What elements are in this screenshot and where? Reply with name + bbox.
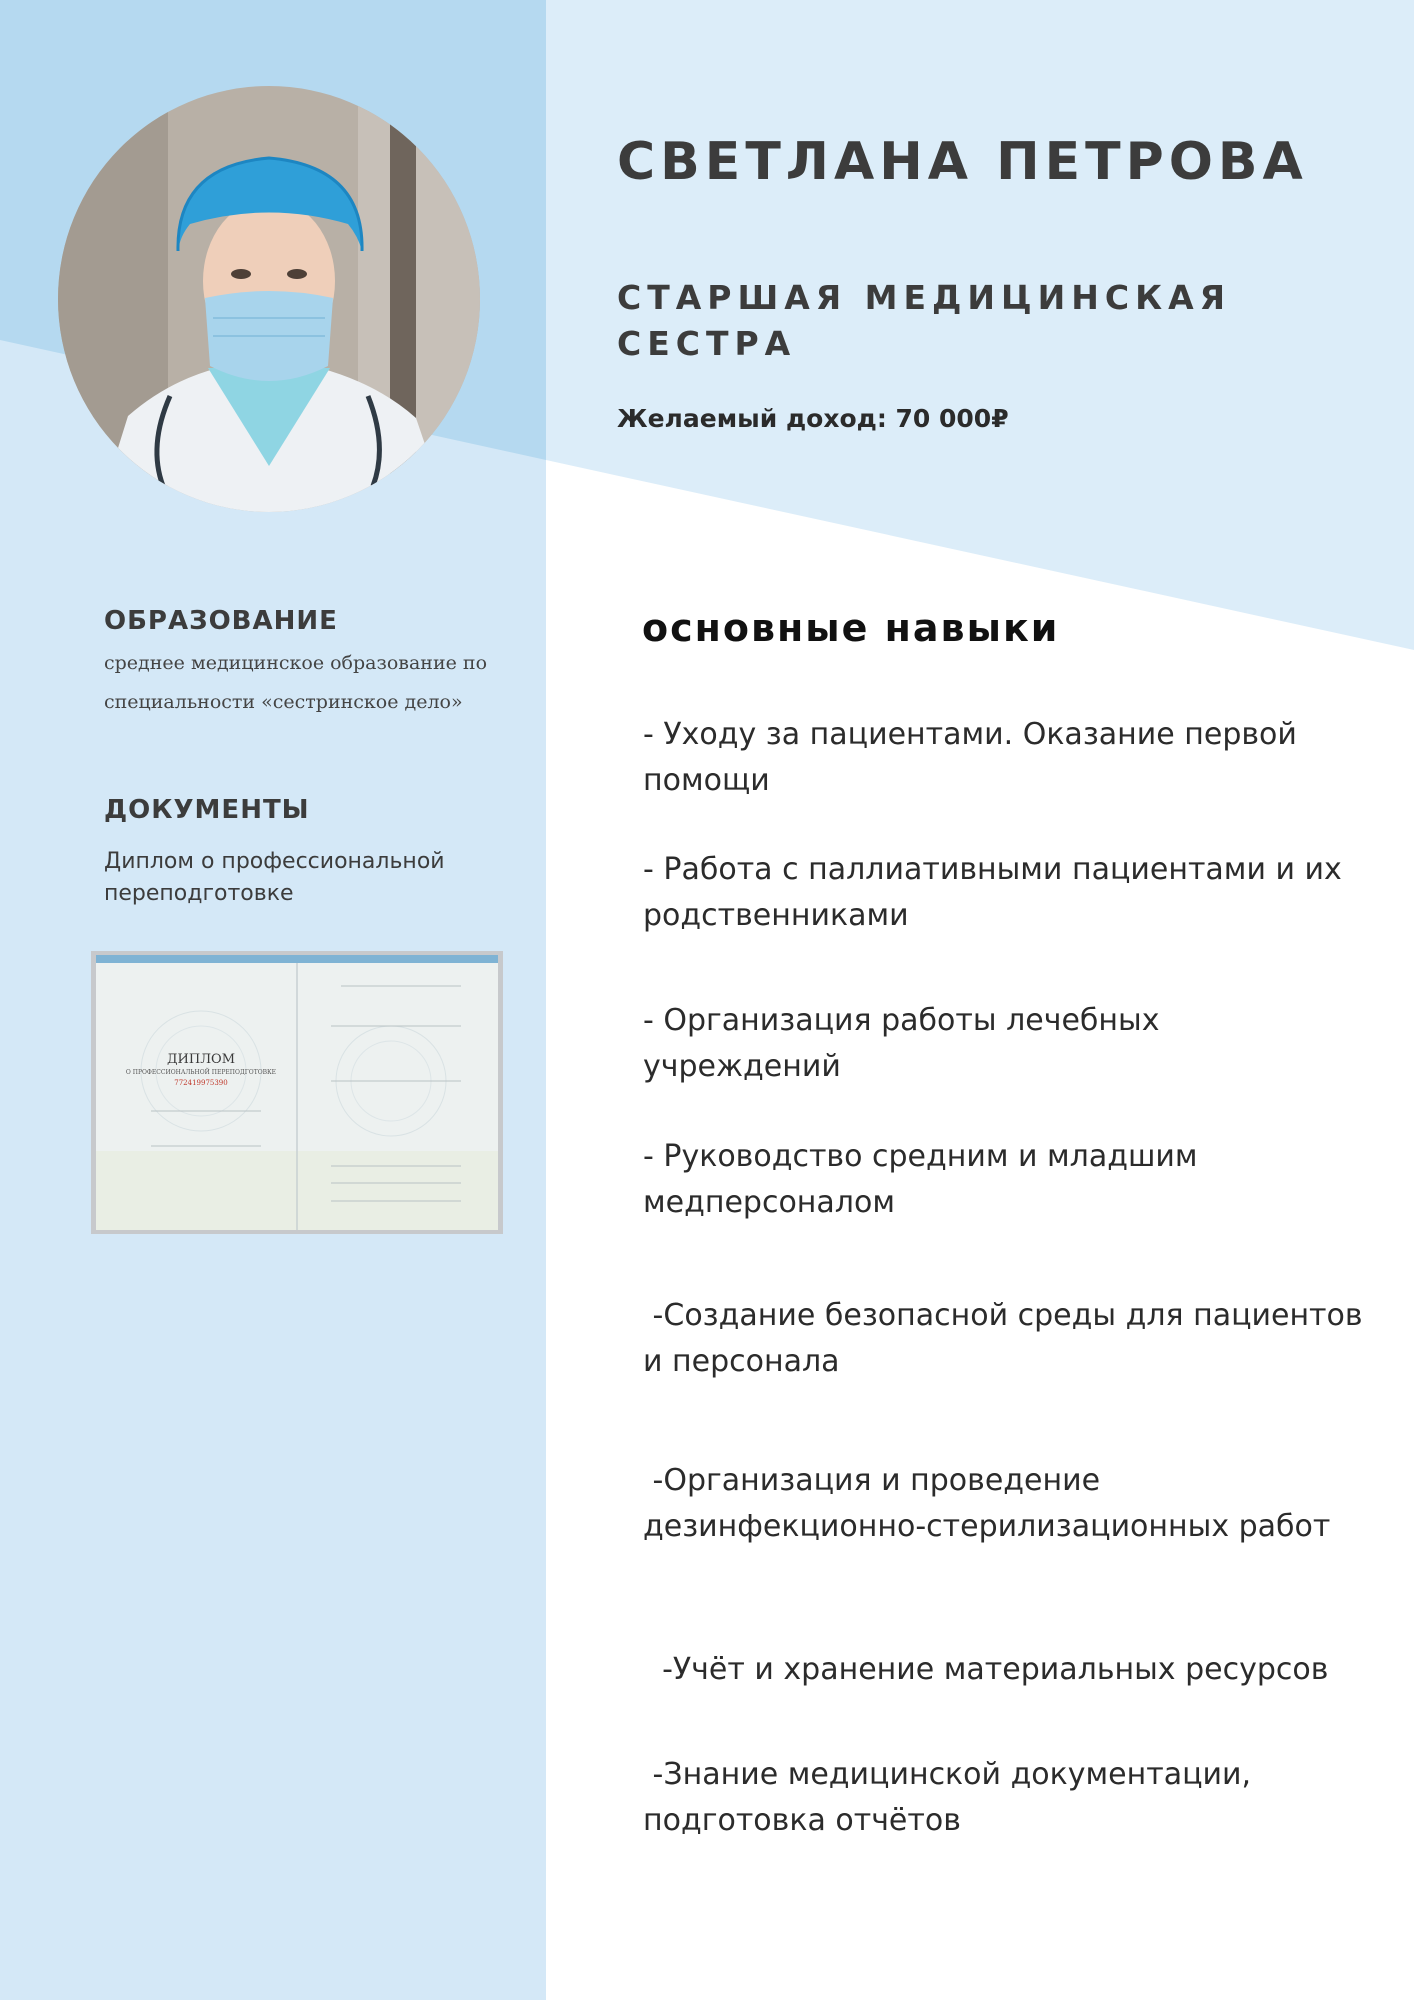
documents-heading: ДОКУМЕНТЫ: [104, 795, 310, 825]
skill-item: -Учёт и хранение материальных ресурсов: [643, 1652, 1329, 1687]
diploma-number: 772419975390: [174, 1079, 228, 1087]
diploma-title: ДИПЛОМ: [166, 1052, 236, 1067]
desired-salary: Желаемый доход: 70 000₽: [617, 404, 1009, 433]
diploma-subtitle: О ПРОФЕССИОНАЛЬНОЙ ПЕРЕПОДГОТОВКЕ: [125, 1069, 277, 1076]
skills-heading: основные навыки: [642, 606, 1060, 650]
education-heading: ОБРАЗОВАНИЕ: [104, 606, 338, 636]
skill-item: -Создание безопасной среды для пациентов и персонала: [643, 1298, 1373, 1379]
diploma-image: [91, 951, 503, 1234]
skill-item: - Организация работы лечебных учреждений: [643, 1003, 1170, 1084]
profile-photo: [58, 86, 480, 512]
candidate-position: СТАРШАЯ МЕДИЦИНСКАЯ СЕСТРА: [617, 278, 1232, 363]
skill-item: - Уходу за пациентами. Оказание первой помощи: [643, 717, 1307, 798]
skill-item: -Знание медицинской документации, подготовка отчётов: [643, 1757, 1261, 1838]
skill-item: -Организация и проведение дезинфекционно-стерилизационных работ: [643, 1463, 1331, 1544]
skill-item: - Руководство средним и младшим медперсоналом: [643, 1139, 1208, 1220]
education-text: среднее медицинское образование по специальности «сестринское дело»: [104, 652, 488, 713]
documents-text: Диплом о профессиональной переподготовке: [104, 849, 445, 906]
candidate-name: СВЕТЛАНА ПЕТРОВА: [617, 132, 1308, 192]
skill-item: - Работа с паллиативными пациентами и их родственниками: [643, 852, 1352, 933]
